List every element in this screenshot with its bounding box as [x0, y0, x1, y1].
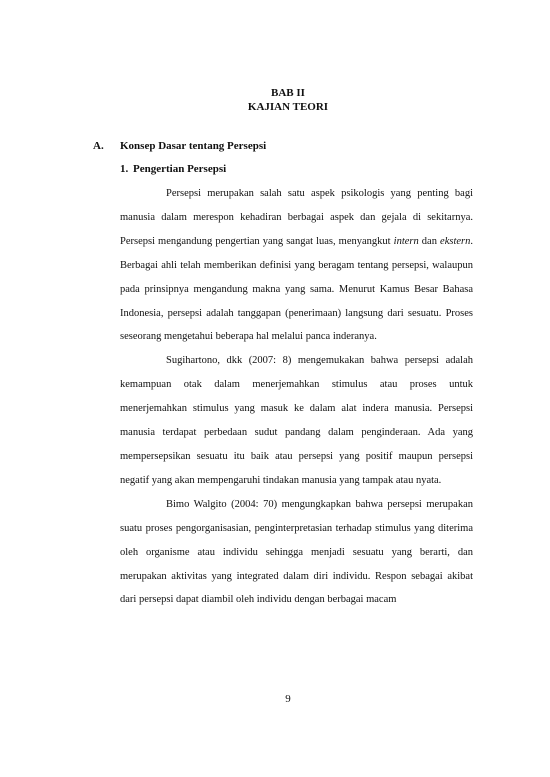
paragraph-text: . Berbagai ahli telah memberikan definisi yang beragam tentang persepsi, walaupun pada prinsipnya mengandung makna yang sama. Menurut Kamus Besar Bahasa Indonesia, persepsi adalah tanggapan (penerimaan) langsung dari sesuatu. Proses seseorang mengetahui beberapa hal melalui panca inderanya. [120, 235, 473, 343]
paragraph-italic-text: ekstern [440, 235, 471, 247]
paragraph-text: Persepsi merupakan salah satu aspek psikologis yang penting bagi manusia dalam merespon kehadiran berbagai aspek dan gejala di sekitarnya. Persepsi mengandung pengertian yang sangat luas, menyangkut [120, 188, 473, 247]
subsection-heading [120, 162, 226, 176]
paragraph-italic-text: intern [393, 235, 419, 247]
paragraph [120, 182, 473, 349]
section-label: A. [93, 140, 104, 152]
paragraph-text: dan [418, 235, 441, 247]
paragraph [120, 349, 473, 492]
section-heading [93, 139, 266, 153]
page-number: 9 [285, 693, 291, 705]
paragraph-text: Bimo Walgito (2004: 70) mengungkapkan bahwa persepsi merupakan suatu proses pengorganisasian, penginterpretasian terhadap stimulus yang diterima oleh organisme atau individu sehingga menjadi sesuatu yang berarti, dan merupakan aktivitas yang integrated dalam diri individu. Respon sebagai akibat dari persepsi dapat diambil oleh individu dengan berbagai macam [120, 498, 473, 606]
section-title: Konsep Dasar tentang Persepsi [120, 140, 267, 152]
body-text [120, 182, 473, 612]
subsection-label: 1. [120, 163, 129, 175]
paragraph-text: Sugihartono, dkk (2007: 8) mengemukakan bahwa persepsi adalah kemampuan otak dalam menerjemahkan stimulus atau proses untuk menerjemahkan stimulus yang masuk ke dalam alat indera manusia. Persepsi manusia terdapat perbedaan sudut pandang dalam penginderaan. Ada yang mempersepsikan sesuatu itu baik atau persepsi yang positif maupun persepsi negatif yang akan mempengaruhi tindakan manusia yang tampak atau nyata. [120, 355, 473, 486]
subsection-title: Pengertian Persepsi [133, 163, 227, 175]
chapter-label: BAB II [271, 87, 305, 99]
chapter-title: KAJIAN TEORI [247, 101, 329, 113]
paragraph [120, 493, 473, 613]
